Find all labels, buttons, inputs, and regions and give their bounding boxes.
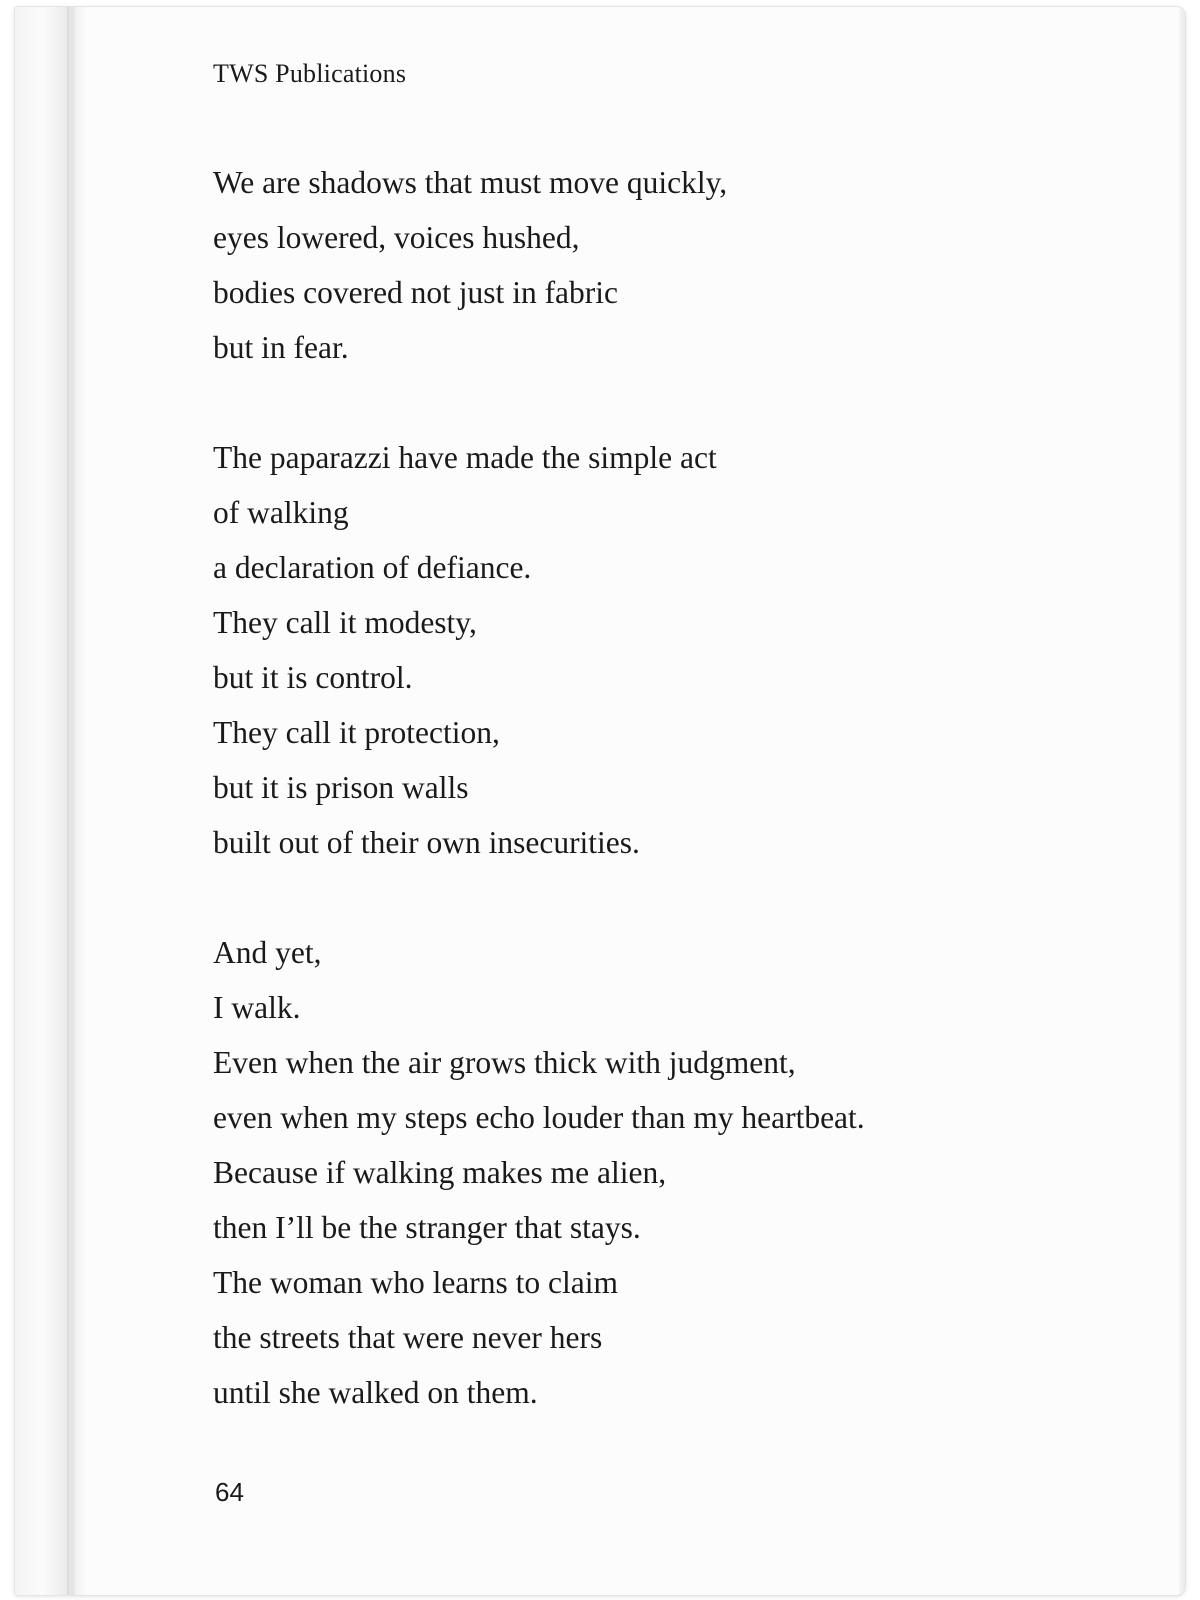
stanza [213,155,1113,375]
poem-line: of walking [213,495,349,530]
poem-line: Because if walking makes me alien, [213,1155,667,1190]
poem-body [213,155,1113,1475]
poem-line: built out of their own insecurities. [213,825,640,860]
poem-line: but it is control. [213,660,413,695]
poem-line: a declaration of defiance. [213,550,532,585]
page-number: 64 [215,1477,244,1507]
stanza [213,430,1113,870]
poem-line: And yet, [213,935,322,970]
stanza [213,925,1113,1420]
book-spine [15,7,85,1595]
poem-line: The paparazzi have made the simple act [213,440,717,475]
poem-line: the streets that were never hers [213,1320,603,1355]
poem-line: I walk. [213,990,301,1025]
poem-line: Even when the air grows thick with judgment, [213,1045,796,1080]
poem-line: They call it modesty, [213,605,477,640]
running-header: TWS Publications [213,59,407,88]
poem-line: bodies covered not just in fabric [213,275,619,310]
poem-line: even when my steps echo louder than my heartbeat. [213,1100,865,1135]
poem-line: We are shadows that must move quickly, [213,165,728,200]
poem-line: eyes lowered, voices hushed, [213,220,580,255]
spine-divider [67,7,69,1595]
poem-line: The woman who learns to claim [213,1265,619,1300]
poem-line: until she walked on them. [213,1375,538,1410]
poem-line: They call it protection, [213,715,500,750]
book-page [14,6,1186,1596]
poem-line: but it is prison walls [213,770,469,805]
poem-line: then I’ll be the stranger that stays. [213,1210,641,1245]
page-edge [1179,7,1185,1595]
poem-line: but in fear. [213,330,349,365]
